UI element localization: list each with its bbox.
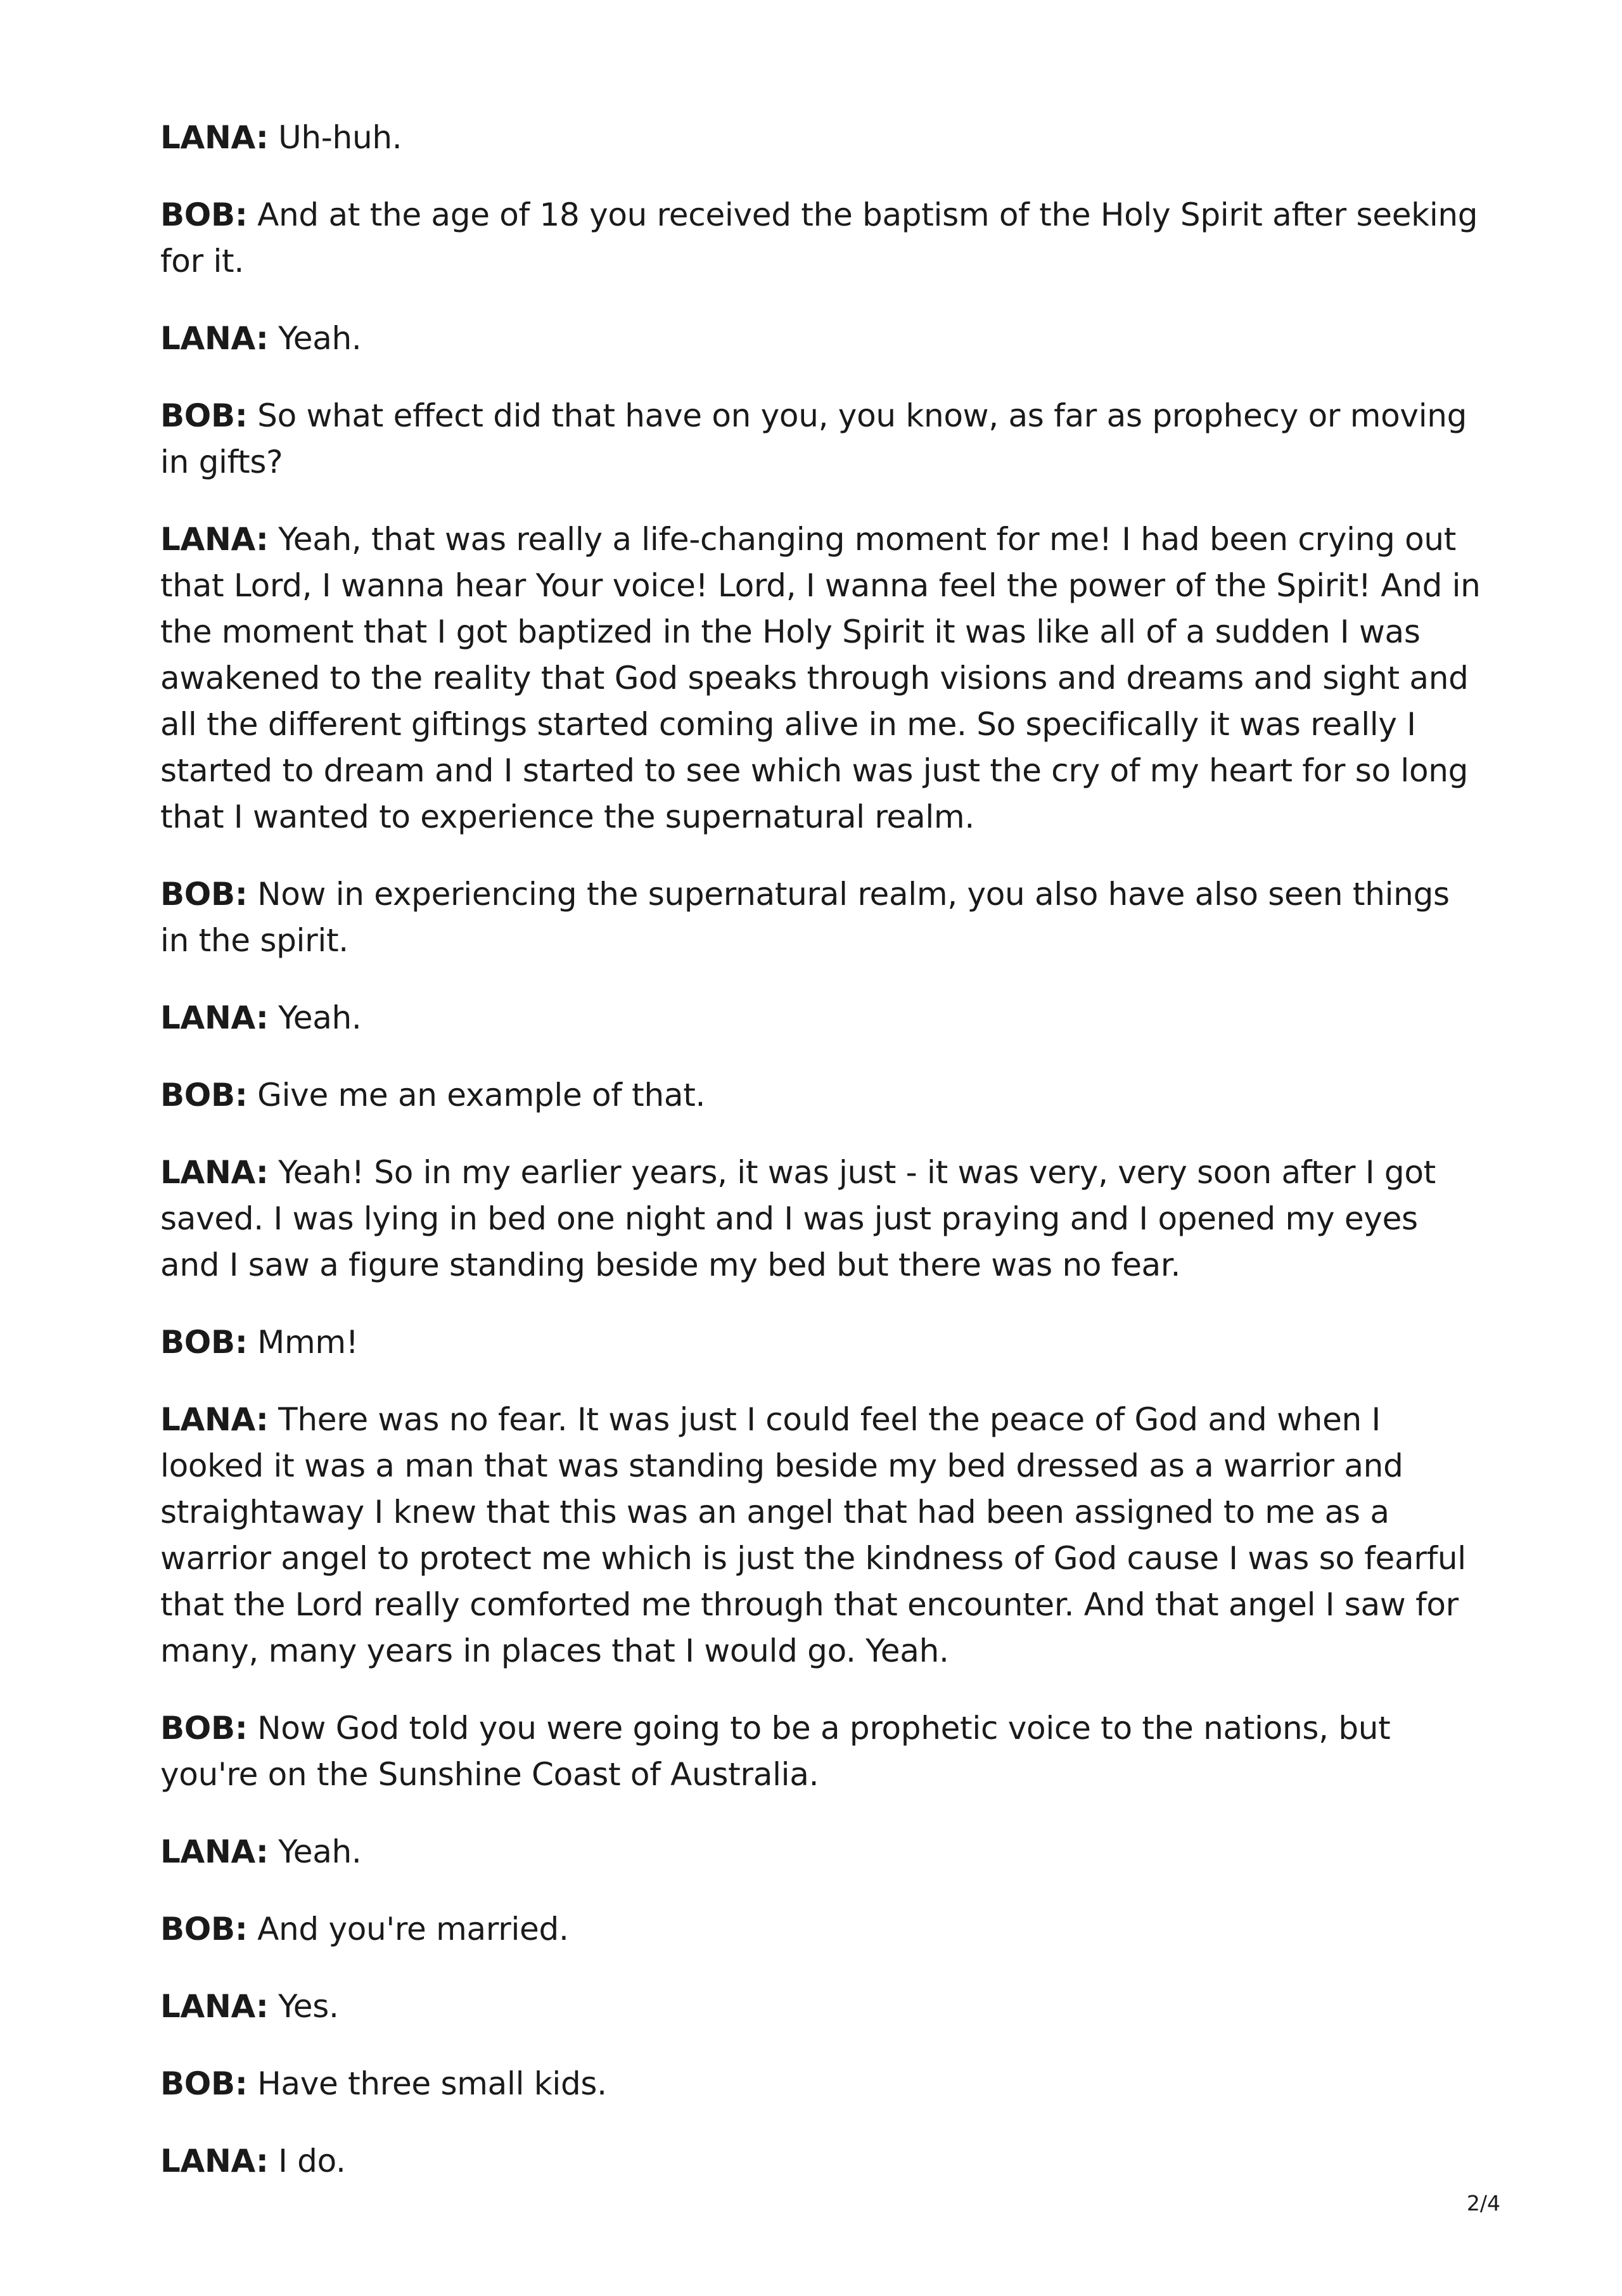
speaker-label: LANA:	[160, 2143, 269, 2179]
transcript-line	[160, 2138, 1485, 2184]
spoken-text: And at the age of 18 you received the baptism of the Holy Spirit after seeking for it.	[160, 196, 1478, 279]
spoken-text: And you're married.	[257, 1911, 569, 1947]
transcript-line	[160, 2061, 1485, 2107]
interview-transcript	[160, 115, 1485, 2216]
transcript-line	[160, 316, 1485, 362]
transcript-line	[160, 393, 1485, 485]
transcript-line	[160, 995, 1485, 1041]
speaker-label: LANA:	[160, 1154, 269, 1191]
spoken-text: Yeah, that was really a life-changing moment for me! I had been crying out that Lord, I wanna hear Your voice! Lord, I wanna feel the power of the Spirit! And in the moment that I got baptized in the Holy Spirit it was like all of a sudden I was awakened to the reality that God speaks through visions and dreams and sight and all the different giftings started coming alive in me. So specifically it was really I started to dream and I started to see which was just the cry of my heart for so long that I wanted to experience the supernatural realm.	[160, 521, 1481, 835]
spoken-text: Give me an example of that.	[257, 1077, 706, 1113]
spoken-text: I do.	[278, 2143, 346, 2179]
speaker-label: BOB:	[160, 397, 248, 434]
spoken-text: Yeah! So in my earlier years, it was just - it was very, very soon after I got saved. I was lying in bed one night and I was just praying and I opened my eyes and I saw a figure standing beside my bed but there was no fear.	[160, 1154, 1436, 1283]
speaker-label: LANA:	[160, 1833, 269, 1870]
speaker-label: BOB:	[160, 1077, 248, 1113]
spoken-text: Now God told you were going to be a prophetic voice to the nations, but you're on the Sunshine Coast of Australia.	[160, 1710, 1391, 1793]
spoken-text: Have three small kids.	[257, 2065, 607, 2102]
speaker-label: BOB:	[160, 2065, 248, 2102]
speaker-label: BOB:	[160, 196, 248, 233]
spoken-text: Mmm!	[257, 1324, 359, 1361]
transcript-line	[160, 516, 1485, 840]
speaker-label: BOB:	[160, 1710, 248, 1747]
spoken-text: Yeah.	[278, 320, 362, 357]
speaker-label: BOB:	[160, 1324, 248, 1361]
speaker-label: LANA:	[160, 999, 269, 1036]
speaker-label: BOB:	[160, 1911, 248, 1947]
transcript-line	[160, 1829, 1485, 1875]
transcript-line	[160, 192, 1485, 285]
transcript-line	[160, 1072, 1485, 1119]
spoken-text: So what effect did that have on you, you know, as far as prophecy or moving in gifts?	[160, 397, 1467, 480]
speaker-label: LANA:	[160, 1988, 269, 2025]
spoken-text: Uh-huh.	[278, 119, 402, 156]
transcript-line	[160, 115, 1485, 161]
speaker-label: LANA:	[160, 1401, 269, 1438]
spoken-text: Yes.	[278, 1988, 339, 2025]
spoken-text: There was no fear. It was just I could feel the peace of God and when I looked it was a man that was standing beside my bed dressed as a warrior and straightaway I knew that this was an angel that had been assigned to me as a warrior angel to protect me which is just the kindness of God cause I was so fearful that the Lord really comforted me through that encounter. And that angel I saw for many, many years in places that I would go. Yeah.	[160, 1401, 1466, 1669]
speaker-label: BOB:	[160, 876, 248, 913]
transcript-line	[160, 1150, 1485, 1288]
spoken-text: Yeah.	[278, 999, 362, 1036]
transcript-line	[160, 1397, 1485, 1674]
page-number: 2/4	[1466, 2191, 1500, 2216]
transcript-line	[160, 1705, 1485, 1798]
transcript-line	[160, 1319, 1485, 1366]
transcript-line	[160, 1906, 1485, 1953]
spoken-text: Yeah.	[278, 1833, 362, 1870]
spoken-text: Now in experiencing the supernatural realm, you also have also seen things in the spirit.	[160, 876, 1450, 959]
speaker-label: LANA:	[160, 119, 269, 156]
transcript-line	[160, 1984, 1485, 2030]
transcript-line	[160, 871, 1485, 964]
speaker-label: LANA:	[160, 320, 269, 357]
speaker-label: LANA:	[160, 521, 269, 558]
